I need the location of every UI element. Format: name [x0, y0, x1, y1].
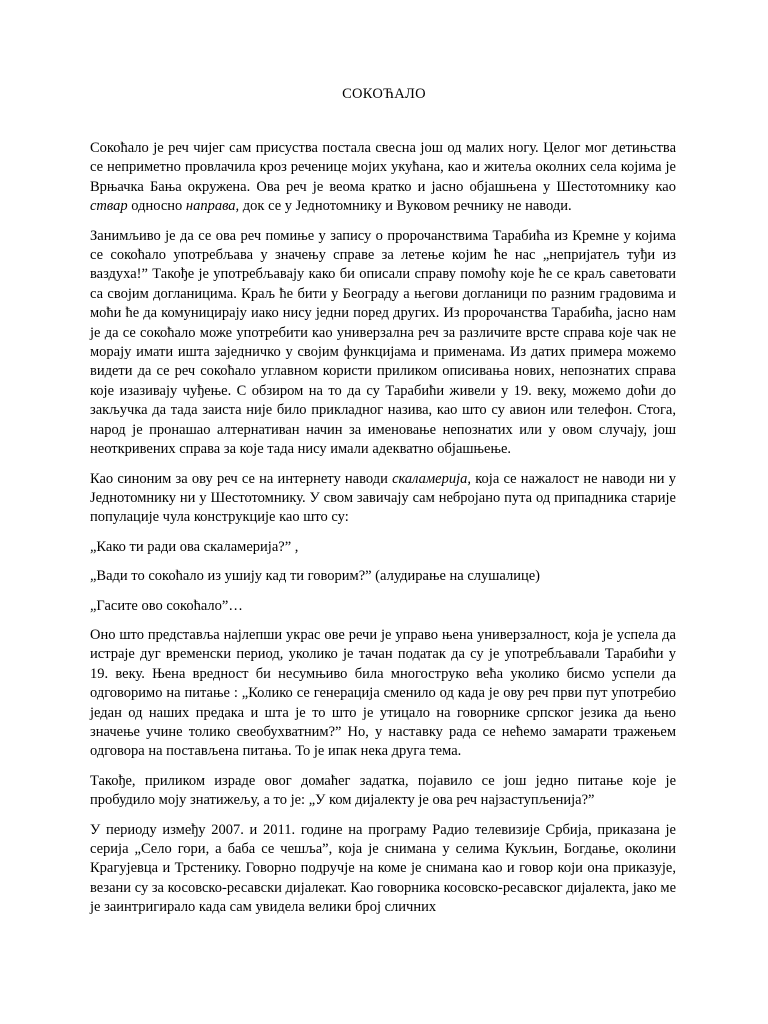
- document-body: [90, 139, 676, 928]
- quote-line: „Вади то сокоћало из ушију кад ти говорим?” (алудирање на слушалице): [90, 568, 541, 585]
- paragraph-3: [90, 470, 676, 528]
- paragraph-text: док се у Једнотомнику и Вуковом речнику не наводи.: [239, 198, 572, 215]
- paragraph-1: [90, 139, 676, 217]
- quote-line: „Како ти ради ова скаламерија?” ,: [90, 538, 299, 555]
- paragraph-6: У периоду између 2007. и 2011. године на програму Радио телевизије Србија, приказана је серија „Село гори, а баба се чешља”, која је снимана у селима Кукљин, Богдање, околини Крагујевца и Трстенику. Говорно подручје на коме је снимана као и говор који она приказује, везани су за косовско-ресавски дијалекат. Као говорника косовско-ресавског дијалекта, јако ме је заинтригирало када сам увидела велики број сличних: [90, 821, 676, 916]
- quote-line: „Гасите ово сокоћало”…: [90, 597, 243, 614]
- paragraph-text: Као синоним за ову реч се на интернету наводи: [90, 470, 393, 487]
- italic-term: скаламерија,: [392, 470, 472, 487]
- paragraph-text: Сокоћало је реч чијег сам присуства постала свесна још од малих ногу. Целог мог детињства се неприметно провлачила кроз реченице мојих укућана, као и житеља околних села којима је Врњачка Бања окружена. Ова реч је веома кратко и јасно објашњена у Шестотомнику као: [90, 140, 676, 195]
- italic-term: направа,: [185, 198, 240, 215]
- paragraph-text: која се нажалост не наводи ни у Једнотомнику ни у Шестотомнику. У свом завичају сам небројано пута од припадника старије популације чула конструкције као што су:: [90, 470, 676, 526]
- paragraph-2: Занимљиво је да се ова реч помиње у запису о пророчанствима Тарабића из Кремне у којима се сокоћало употребљава у значењу справе за летење којим ће нас „непријатељ туђи из ваздуха!” Такође је употребљавају како би описали справу помоћу које ће се краљ саветовати са својим догланицима. Краљ ће бити у Београду а његови догланици по разним градовима и моћи ће да комуницирају иако нису једни поред других. Из пророчанства Тарабића, јасно нам је да се сокоћало може употребити као универзална реч за различите врсте справа које чак не морају имати ишта заједничко у својим функцијама и применама. Из датих примера можемо видети да се реч сокоћало углавном користи приликом описивања нових, непознатих справа које изазивају чуђење. С обзиром на то да су Тарабићи живели у 19. веку, можемо доћи до закључка да тада заиста није било прикладног назива, као што су авион или телефон. Стога, народ је пронашао алтернативан начин за именовање непознатих или у овом случају, још неоткривених справа за које тада нису имали адекватно објашњење.: [90, 227, 676, 458]
- paragraph-text: односно: [127, 198, 186, 215]
- italic-term: ствар: [90, 198, 128, 215]
- paragraph-4: Оно што представља најлепши украс ове речи је управо њена универзалност, која је успела да истраје дуг временски период, уколико је тачан податак да су је употребљавали Тарабићи у 19. веку. Њена вредност би несумњиво била многоструко већа уколико бисмо успели да одговоримо на питање : „Колико се генерација сменило од када је ову реч први пут употребио један од наших предака и шта је то што је утицало на говорнике српског језика да њено значење учине толико свеобухватним?” Но, у наставку рада се нећемо замарати тражењем одговора на постављена питања. То је ипак нека друга тема.: [90, 626, 676, 760]
- paragraph-5: Такође, приликом израде овог домаћег задатка, појавило се још једно питање које је пробудило моју знатижељу, а то је: „У ком дијалекту је ова реч најзаступљенија?”: [90, 772, 676, 809]
- page-title: СОКОЋАЛО: [342, 86, 426, 102]
